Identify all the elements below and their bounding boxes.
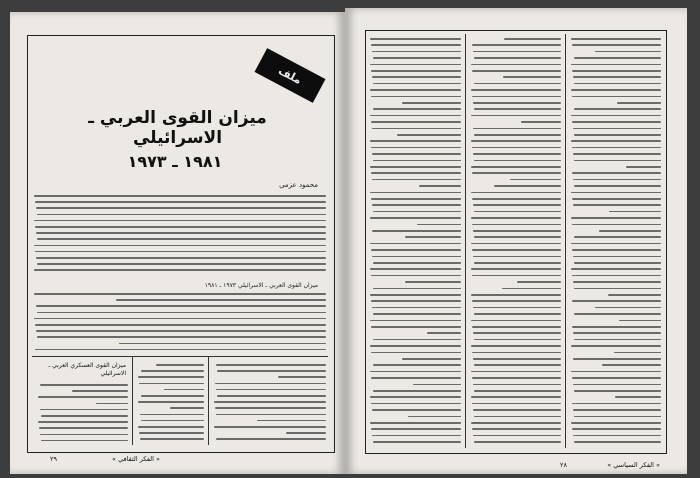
text-line [471, 140, 561, 142]
text-line [72, 390, 128, 392]
text-line [473, 102, 561, 104]
text-line [371, 300, 461, 302]
text-line [571, 89, 661, 91]
text-line [471, 192, 561, 194]
text-line [214, 426, 326, 428]
box-divider [132, 357, 133, 445]
text-line [502, 288, 561, 290]
text-line [397, 134, 461, 136]
text-line [473, 332, 561, 334]
text-line [574, 134, 661, 136]
text-line [472, 428, 561, 430]
text-line [371, 44, 461, 46]
text-line [35, 324, 326, 326]
text-line [370, 166, 461, 168]
column-rule [465, 34, 466, 448]
text-line [138, 401, 204, 403]
text-line [373, 160, 461, 162]
text-line [39, 427, 128, 429]
text-line [41, 415, 128, 417]
text-line [504, 38, 561, 40]
article-title: ميزان القوى العربي ـ الاسرائيلي [88, 108, 267, 148]
text-line [472, 249, 561, 251]
text-line [370, 396, 461, 398]
text-line [373, 108, 461, 110]
section-heading: ميزان القوى العربي ـ الاسرائيلي ١٩٧٣ ـ ١٩٨١ [204, 282, 318, 289]
text-line [471, 268, 561, 270]
text-line [116, 299, 326, 301]
text-line [138, 426, 204, 428]
text-line [170, 407, 204, 409]
box-divider [208, 357, 209, 445]
text-line [473, 256, 561, 258]
text-line [472, 44, 561, 46]
text-line [571, 192, 661, 194]
text-line [572, 300, 661, 302]
text-line [471, 345, 561, 347]
text-line [372, 153, 461, 155]
article-dates: ١٩٨١ ـ ١٩٧٣ [127, 152, 223, 171]
text-line [35, 201, 326, 203]
text-line [37, 312, 326, 314]
text-line [427, 332, 461, 334]
text-line [36, 330, 326, 332]
text-line [471, 422, 561, 424]
text-line [571, 140, 661, 142]
text-line [471, 396, 561, 398]
text-line [370, 320, 461, 322]
text-line [371, 172, 461, 174]
text-line [370, 64, 461, 66]
text-line [140, 438, 204, 440]
text-line [471, 89, 561, 91]
text-line [373, 313, 461, 315]
text-line [38, 396, 128, 398]
text-line [36, 257, 326, 259]
text-line [372, 256, 461, 258]
text-line [34, 195, 326, 197]
text-line [574, 390, 661, 392]
footer-magazine: « الفكر السياسي » [607, 461, 660, 469]
text-line [371, 352, 461, 354]
text-line [139, 383, 204, 385]
text-line [216, 364, 326, 366]
text-line [574, 236, 661, 238]
text-line [619, 320, 661, 322]
text-line [572, 326, 661, 328]
text-line [473, 358, 561, 360]
text-line [373, 364, 461, 366]
text-line [474, 262, 561, 264]
text-line [156, 364, 204, 366]
text-line [371, 326, 461, 328]
text-line [572, 224, 661, 226]
text-line [571, 422, 661, 424]
text-line [571, 217, 661, 219]
text-line [370, 38, 461, 40]
text-line [472, 70, 561, 72]
text-line [371, 70, 461, 72]
text-line [402, 102, 461, 104]
text-line [572, 249, 661, 251]
text-line [408, 416, 461, 418]
text-line [141, 370, 204, 372]
text-line [474, 236, 561, 238]
text-line [474, 364, 561, 366]
text-line [473, 128, 561, 130]
text-line [214, 401, 326, 403]
text-line [139, 432, 204, 434]
text-line [371, 428, 461, 430]
text-line [34, 245, 326, 247]
author-name: محمود عزمي [279, 181, 318, 189]
text-line [373, 262, 461, 264]
text-line [474, 390, 561, 392]
text-line [574, 185, 661, 187]
text-line [34, 269, 326, 271]
text-line [372, 204, 461, 206]
text-line [573, 204, 661, 206]
text-line [419, 185, 461, 187]
text-line [473, 153, 561, 155]
text-line [617, 102, 661, 104]
box-heading: ميزان القوى العسكري العربي ـ الاسرائيلي [48, 362, 126, 377]
text-line [370, 268, 461, 270]
text-line [473, 204, 561, 206]
text-line [473, 230, 561, 232]
text-line [602, 364, 661, 366]
text-line [573, 358, 661, 360]
text-line [608, 294, 661, 296]
text-line [474, 134, 561, 136]
text-line [36, 305, 326, 307]
text-line [573, 332, 661, 334]
text-line [572, 70, 661, 72]
text-line [571, 268, 661, 270]
text-line [471, 217, 561, 219]
text-line [573, 409, 661, 411]
text-line [573, 281, 661, 283]
text-line [371, 198, 461, 200]
text-line [472, 224, 561, 226]
text-line [573, 76, 661, 78]
text-line [473, 409, 561, 411]
text-line [35, 226, 326, 228]
text-line [572, 377, 661, 379]
text-line [217, 370, 326, 372]
text-line [96, 403, 128, 405]
text-line [574, 288, 661, 290]
text-line [472, 377, 561, 379]
text-line [36, 232, 326, 234]
text-line [402, 358, 461, 360]
right-page [345, 8, 687, 474]
text-line [474, 441, 561, 443]
footer-page-number: ٢٨ [560, 461, 567, 469]
text-line [503, 76, 562, 78]
text-line [472, 172, 561, 174]
text-line [370, 89, 461, 91]
text-line [573, 384, 661, 386]
text-line [573, 256, 661, 258]
text-line [473, 384, 561, 386]
text-line [472, 352, 561, 354]
text-line [517, 281, 561, 283]
text-line [371, 377, 461, 379]
text-line [472, 96, 561, 98]
text-line [138, 376, 204, 378]
text-line [571, 38, 661, 40]
text-line [286, 432, 326, 434]
text-line [614, 352, 661, 354]
text-line [574, 160, 661, 162]
text-line [574, 313, 661, 315]
text-line [215, 407, 326, 409]
text-line [471, 294, 561, 296]
text-line [141, 395, 204, 397]
text-line [574, 57, 661, 59]
text-line [373, 390, 461, 392]
text-line [571, 345, 661, 347]
text-line [371, 249, 461, 251]
text-line [370, 140, 461, 142]
text-line [599, 230, 661, 232]
text-line [38, 421, 128, 423]
text-line [573, 153, 661, 155]
text-line [373, 288, 461, 290]
text-line [372, 76, 461, 78]
text-line [574, 262, 661, 264]
text-line [471, 166, 561, 168]
text-line [417, 224, 461, 226]
text-line [471, 320, 561, 322]
text-line [521, 121, 561, 123]
text-line [119, 343, 326, 345]
text-line [217, 395, 326, 397]
text-line [626, 166, 661, 168]
text-line [471, 64, 561, 66]
text-line [405, 236, 461, 238]
text-line [572, 96, 661, 98]
text-line [572, 198, 661, 200]
text-line [37, 336, 326, 338]
text-line [370, 422, 461, 424]
text-line [278, 376, 326, 378]
text-line [474, 57, 561, 59]
text-line [413, 384, 461, 386]
text-line [370, 294, 461, 296]
text-line [371, 121, 461, 123]
footer-page-number: ٢٩ [50, 455, 57, 463]
text-line [37, 214, 326, 216]
text-line [372, 128, 461, 130]
text-line [474, 313, 561, 315]
text-line [216, 438, 326, 440]
text-line [472, 300, 561, 302]
text-line [371, 96, 461, 98]
text-line [215, 383, 326, 385]
text-line [572, 172, 661, 174]
text-line [494, 185, 561, 187]
text-line [572, 44, 661, 46]
text-line [37, 263, 326, 265]
text-line [472, 198, 561, 200]
text-line [472, 326, 561, 328]
box-top-rule [32, 356, 328, 357]
footer-magazine: « الفكر الثقافي » [112, 455, 160, 463]
text-line [370, 217, 461, 219]
text-line [574, 441, 661, 443]
text-line [474, 160, 561, 162]
text-line [574, 108, 661, 110]
text-line [140, 414, 204, 416]
text-line [615, 396, 661, 398]
text-line [572, 121, 661, 123]
text-line [37, 238, 326, 240]
text-line [373, 441, 461, 443]
text-line [370, 345, 461, 347]
text-line [36, 207, 326, 209]
text-line [474, 108, 561, 110]
column-rule [565, 34, 566, 448]
text-line [34, 293, 326, 295]
text-line [40, 434, 128, 436]
text-line [573, 128, 661, 130]
text-line [373, 57, 461, 59]
text-line [372, 230, 461, 232]
text-line [216, 414, 326, 416]
text-line [574, 416, 661, 418]
text-line [474, 416, 561, 418]
stamp-label: ملف [276, 64, 304, 87]
text-line [571, 64, 661, 66]
text-line [372, 409, 461, 411]
text-line [370, 192, 461, 194]
text-line [40, 384, 128, 386]
text-line [572, 428, 661, 430]
text-line [405, 281, 461, 283]
left-page [10, 12, 345, 474]
